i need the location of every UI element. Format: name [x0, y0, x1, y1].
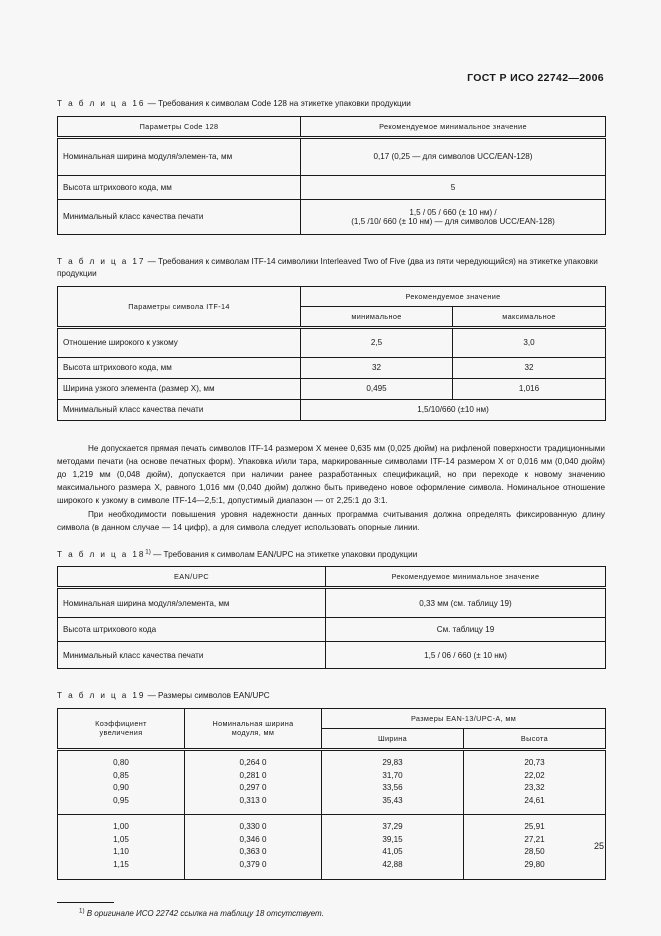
table-18-cell-param: Минимальный класс качества печати: [58, 642, 326, 669]
page-content: [57, 98, 605, 920]
table-19-header-group: Размеры EAN-13/UPC-A, мм: [322, 708, 606, 728]
table-16-value-line-2: (1,5 /10/ 660 (± 10 нм) — для символов UCC/EAN-128): [351, 216, 555, 226]
table-17-header-param: Параметры символа ITF-14: [58, 286, 301, 327]
table-row: [58, 327, 606, 357]
footnote-marker: 1): [79, 907, 85, 915]
cell-value: 0,80: [113, 757, 129, 767]
cell-value: 0,264 0: [239, 757, 267, 767]
footnote-separator: [57, 902, 114, 903]
table-19-caption: [57, 690, 605, 703]
table-17-caption-dash: —: [147, 256, 156, 266]
cell-value: 0,379 0: [239, 860, 267, 870]
cell-value: 27,21: [524, 834, 545, 844]
cell-value: 41,05: [382, 847, 403, 857]
table-17-cell-min: 2,5: [301, 327, 453, 357]
table-17-caption-text: Требования к символам ITF-14 символики Interleaved Two of Five (два из пяти чередующийся) на этикетке упаковки продукции: [57, 256, 598, 278]
table-16-value-line-1: 1,5 / 05 / 660 (± 10 нм) /: [409, 207, 497, 217]
table-17-cell-param: Минимальный класс качества печати: [58, 399, 301, 420]
table-row: [58, 137, 606, 175]
cell-value: 0,281 0: [239, 770, 267, 780]
cell-value: 20,73: [524, 757, 545, 767]
cell-value: 39,15: [382, 834, 403, 844]
table-17-cell-min: 0,495: [301, 378, 453, 399]
page-number: 25: [593, 841, 604, 851]
table-19-group2-height: [464, 815, 606, 879]
table-row-group-2: [58, 815, 606, 879]
cell-value: 25,91: [524, 822, 545, 832]
table-17-cell-param: Отношение широкого к узкому: [58, 327, 301, 357]
table-18-cell-value: 0,33 мм (см. таблицу 19): [326, 588, 606, 618]
table-16-header-row: [58, 116, 606, 137]
cell-value: 33,56: [382, 783, 403, 793]
table-row: [58, 642, 606, 669]
table-17-header-min: минимальное: [301, 306, 453, 327]
cell-value: 0,95: [113, 795, 129, 805]
table-19-caption-dash: —: [147, 691, 156, 701]
table-17-cell-min: 32: [301, 357, 453, 378]
table-16-cell-value: [301, 199, 606, 234]
table-18-caption-text: Требования к символам EAN/UPC на этикетке упаковки продукции: [163, 549, 418, 559]
cell-value: 0,330 0: [239, 822, 267, 832]
cell-value: 1,00: [113, 822, 129, 832]
cell-value: 0,297 0: [239, 783, 267, 793]
cell-value: 23,32: [524, 783, 545, 793]
cell-value: 28,50: [524, 847, 545, 857]
table-row: [58, 357, 606, 378]
table-16-cell-value: 5: [301, 175, 606, 199]
cell-value: 24,61: [524, 795, 545, 805]
standard-header: ГОСТ Р ИСО 22742—2006: [467, 72, 604, 84]
value-stack: [469, 757, 600, 807]
table-17-cell-value-span: 1,5/10/660 (±10 нм): [301, 399, 606, 420]
table-19-header-width: Ширина: [322, 728, 464, 749]
table-17-cell-max: 1,016: [453, 378, 606, 399]
cell-value: 0,90: [113, 783, 129, 793]
cell-value: 29,80: [524, 860, 545, 870]
value-stack: [327, 821, 458, 871]
table-row: [58, 588, 606, 618]
table-16-cell-param: Номинальная ширина модуля/элемен-та, мм: [58, 137, 301, 175]
table-19-group1-module: [185, 749, 322, 814]
cell-value: 1,05: [113, 834, 129, 844]
cell-value: 0,313 0: [239, 795, 267, 805]
value-stack: [190, 757, 316, 807]
table-17-cell-max: 32: [453, 357, 606, 378]
table-17-cell-param: Высота штрихового кода, мм: [58, 357, 301, 378]
table-row: [58, 199, 606, 234]
table-19-header-coefficient-line-2: увеличения: [99, 728, 143, 738]
table-18-header-value: Рекомендуемое минимальное значение: [326, 567, 606, 588]
table-19-header-module-line-1: Номинальная ширина: [212, 719, 294, 729]
cell-value: 22,02: [524, 770, 545, 780]
paragraph-itf14-printing: Не допускается прямая печать символов ITF-14 размером X менее 0,635 мм (0,025 дюйм) на рифленой поверхности традиционными методами печати (на основе печатных форм). Упаковка и/или тара, маркированные символами ITF-14 размером X от 0,016 мм (0,040 дюйм) до 1,219 мм (0,048 дюйм), допускается при наличии ранее разработанных спецификаций, но при переходе к новому значению максимального размера X, равного 1,016 мм (0,040 дюйм) должно быть приведено новое оформление символа. Номинальное отношение широкого к узкому в символе ITF-14—2,5:1, допустимый диапазон — от 2,25:1 до 3:1.: [57, 443, 605, 506]
table-19-caption-label: Т а б л и ц а 19: [57, 691, 146, 701]
table-19-header-height: Высота: [464, 728, 606, 749]
footnote: [57, 908, 605, 920]
table-18-footnote-marker: 1): [145, 548, 151, 556]
table-19-header-module-line-2: модуля, мм: [231, 728, 275, 738]
table-17-caption: [57, 256, 605, 281]
value-stack: [327, 757, 458, 807]
table-16-header-value: Рекомендуемое минимальное значение: [301, 116, 606, 137]
table-19-header-row-top: [58, 708, 606, 728]
table-row: [58, 399, 606, 420]
cell-value: 1,15: [113, 860, 129, 870]
cell-value: 1,10: [113, 847, 129, 857]
table-16-cell-value: 0,17 (0,25 — для символов UCC/EAN-128): [301, 137, 606, 175]
table-19: [57, 708, 606, 880]
table-row-group-1: [58, 749, 606, 814]
table-19-group2-coefficient: [58, 815, 185, 879]
table-19-group2-module: [185, 815, 322, 879]
table-19-header-coefficient-line-1: Коэффициент: [95, 719, 147, 729]
table-16-cell-param: Высота штрихового кода, мм: [58, 175, 301, 199]
cell-value: 0,346 0: [239, 834, 267, 844]
table-17-header-row-top: [58, 286, 606, 306]
table-18-cell-param: Высота штрихового кода: [58, 618, 326, 642]
table-17-cell-max: 3,0: [453, 327, 606, 357]
table-17-header-max: максимальное: [453, 306, 606, 327]
table-row: [58, 618, 606, 642]
value-stack: [63, 821, 179, 871]
cell-value: 0,85: [113, 770, 129, 780]
table-16-cell-param: Минимальный класс качества печати: [58, 199, 301, 234]
table-16-caption-text: Требования к символам Code 128 на этикетке упаковки продукции: [158, 99, 411, 108]
table-19-group1-coefficient: [58, 749, 185, 814]
value-stack: [469, 821, 600, 871]
table-18-caption-label: Т а б л и ц а 18: [57, 549, 146, 559]
cell-value: 42,88: [382, 860, 403, 870]
table-18-caption: [57, 549, 605, 562]
table-16-caption-label: Т а б л и ц а 16: [57, 99, 146, 108]
cell-value: 31,70: [382, 770, 403, 780]
table-row: [58, 378, 606, 399]
table-19-group1-height: [464, 749, 606, 814]
table-18-header-row: [58, 567, 606, 588]
table-row: [58, 175, 606, 199]
table-18-cell-param: Номинальная ширина модуля/элемента, мм: [58, 588, 326, 618]
table-19-header-coefficient: [58, 708, 185, 749]
table-17-cell-param: Ширина узкого элемента (размер X), мм: [58, 378, 301, 399]
cell-value: 37,29: [382, 822, 403, 832]
table-16-caption: [57, 98, 605, 111]
table-19-group1-width: [322, 749, 464, 814]
table-16: [57, 116, 606, 235]
paragraph-reliability: При необходимости повышения уровня надежности данных программа считывания должна определять фиксированную длину символа (в данном случае — 14 цифр), а для символа следует использовать опорные линии.: [57, 509, 605, 532]
value-stack: [63, 757, 179, 807]
cell-value: 35,43: [382, 795, 403, 805]
table-18-header-param: EAN/UPC: [58, 567, 326, 588]
value-stack: [190, 821, 316, 871]
cell-value: 0,363 0: [239, 847, 267, 857]
table-16-header-param: Параметры Code 128: [58, 116, 301, 137]
footnote-text: В оригинале ИСО 22742 ссылка на таблицу 18 отсутствует.: [86, 908, 324, 918]
table-17: [57, 286, 606, 421]
table-17-caption-label: Т а б л и ц а 17: [57, 256, 146, 266]
table-17-header-group: Рекомендуемое значение: [301, 286, 606, 306]
table-18: [57, 566, 606, 669]
table-19-caption-text: Размеры символов EAN/UPC: [158, 691, 270, 701]
table-16-caption-dash: —: [147, 99, 156, 108]
table-18-cell-value: 1,5 / 06 / 660 (± 10 нм): [326, 642, 606, 669]
table-18-cell-value: См. таблицу 19: [326, 618, 606, 642]
table-19-header-module: [185, 708, 322, 749]
table-18-caption-dash: —: [153, 549, 162, 559]
cell-value: 29,83: [382, 757, 403, 767]
table-19-group2-width: [322, 815, 464, 879]
